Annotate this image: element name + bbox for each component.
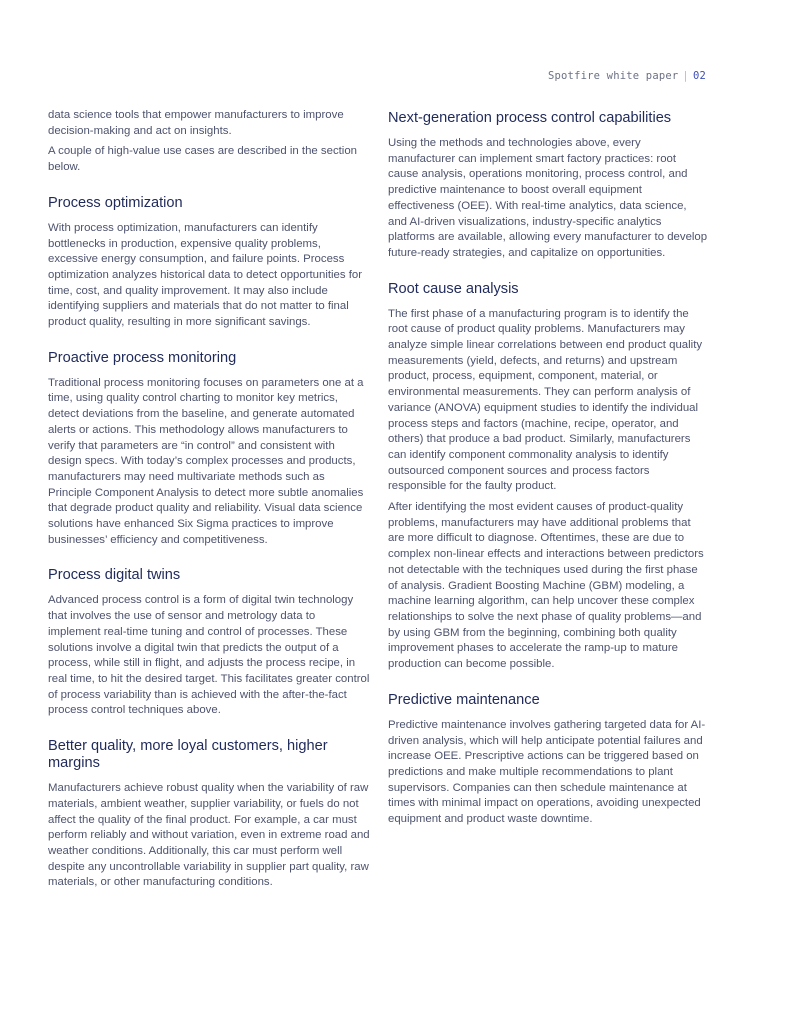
section-predictive-maintenance: [388, 692, 708, 828]
page-number: 02: [692, 70, 706, 82]
document-label: Spotfire white paper: [547, 70, 679, 82]
section-heading: Next-generation process control capabilities: [388, 110, 672, 126]
section-paragraph: Manufacturers achieve robust quality when the variability of raw materials, ambient weather, supplier variability, or fuels do not affect the quality of the final product. For example, a car must perform reliably and without variation, even in extreme road and weather conditions. Additionally, this car must perform well despite any uncontrollable variability in supplier part quality, raw materials, or other manufacturing conditions.: [48, 782, 370, 889]
section-paragraph: Using the methods and technologies above, every manufacturer can implement smart factory practices: root cause analysis, operations monitoring, process control, and predictive maintenance to boost overall equipment effectiveness (OEE). With real-time analytics, data science, and AI-driven visualizations, industry-specific analytics platforms are available, allowing every manufacturer to develop future-ready strategies, and capitalize on opportunities.: [388, 137, 708, 259]
section-paragraph: The first phase of a manufacturing program is to identify the root cause of product quality problems. Manufacturers may analyze simple linear correlations between end product quality measurements (yield, defects, and returns) and upstream product, process, equipment, component, material, or environmental measurements. They can perform analysis of variance (ANOVA) equipment studies to identify the individual process steps and factors (machine, recipe, operator, and others) that produce a bad product. Similarly, manufacturers can identify component commonality analysis to identify outsourced component sources and process factors responsible for the faulty product.: [388, 307, 703, 493]
section-process-optimization: [48, 195, 370, 331]
section-root-cause-analysis: [388, 281, 708, 673]
page-header: [548, 70, 706, 82]
section-paragraph: Predictive maintenance involves gathering targeted data for AI-driven analysis, which will help anticipate potential failures and increase OEE. Prescriptive actions can be triggered based on predictions and make multiple recommendations to plant supervisors. Companies can then schedule maintenance at times with minimal impact on operations, avoiding unexpected equipment and product waste downtime.: [388, 718, 706, 826]
section-next-generation-process-control: [388, 110, 708, 262]
section-heading: Process optimization: [48, 194, 183, 211]
left-column: [48, 108, 370, 896]
section-heading: Root cause analysis: [388, 280, 519, 297]
section-heading: Better quality, more loyal customers, higher margins: [48, 738, 328, 772]
header-separator: |: [682, 70, 689, 82]
right-column: [388, 108, 708, 833]
section-paragraph: Traditional process monitoring focuses on parameters one at a time, using quality control charting to monitor key metrics, detect deviations from the baseline, and generate automated alerts or actions. This methodology allows manufacturers to verify that parameters are “in control” and consistent with design specs. With today’s complex processes and products, manufacturers may need multivariate methods such as Principle Component Analysis to detect more subtle anomalies that degrade product quality and reliability. Visual data science solutions have enhanced Six Sigma practices to improve businesses’ efficiency and competitiveness.: [48, 376, 364, 546]
section-process-digital-twins: [48, 567, 370, 719]
section-better-quality: [48, 738, 370, 891]
section-paragraph: With process optimization, manufacturers can identify bottlenecks in production, expensive quality problems, excessive energy consumption, and failure points. Process optimization analyzes historical data to detect opportunities for time, cost, and quality improvement. It may also include identifying suppliers and materials that do not matter to final product quality, resulting in more significant savings.: [48, 221, 363, 329]
section-proactive-process-monitoring: [48, 350, 370, 549]
intro-paragraph: A couple of high-value use cases are described in the section below.: [48, 145, 358, 174]
intro-paragraph: data science tools that empower manufacturers to improve decision-making and act on insights.: [48, 109, 344, 137]
section-paragraph: Advanced process control is a form of digital twin technology that involves the use of sensor and metrology data to implement real-time tuning and control of processes. These solutions involve a digital twin that predicts the output of a process, while still in flight, and adjusts the process recipe, in real time, to hit the desired target. This facilitates greater control of process variability than is achieved with the after-the-fact process control techniques above.: [48, 594, 370, 717]
section-paragraph: After identifying the most evident causes of product-quality problems, manufacturers may have additional problems that are more difficult to diagnose. Oftentimes, these are due to complex non-linear effects and interactions between predictors not detectable with the techniques used during the first phase of analysis. Gradient Boosting Machine (GBM) modeling, a machine learning algorithm, can help uncover these complex relationships to solve the next phase of quality problems—and by using GBM from the beginning, combining both quality improvement phases to accelerate the ramp-up to mature production can become possible.: [388, 501, 704, 671]
section-heading: Proactive process monitoring: [48, 349, 237, 366]
section-heading: Predictive maintenance: [388, 691, 540, 708]
section-heading: Process digital twins: [48, 567, 181, 584]
